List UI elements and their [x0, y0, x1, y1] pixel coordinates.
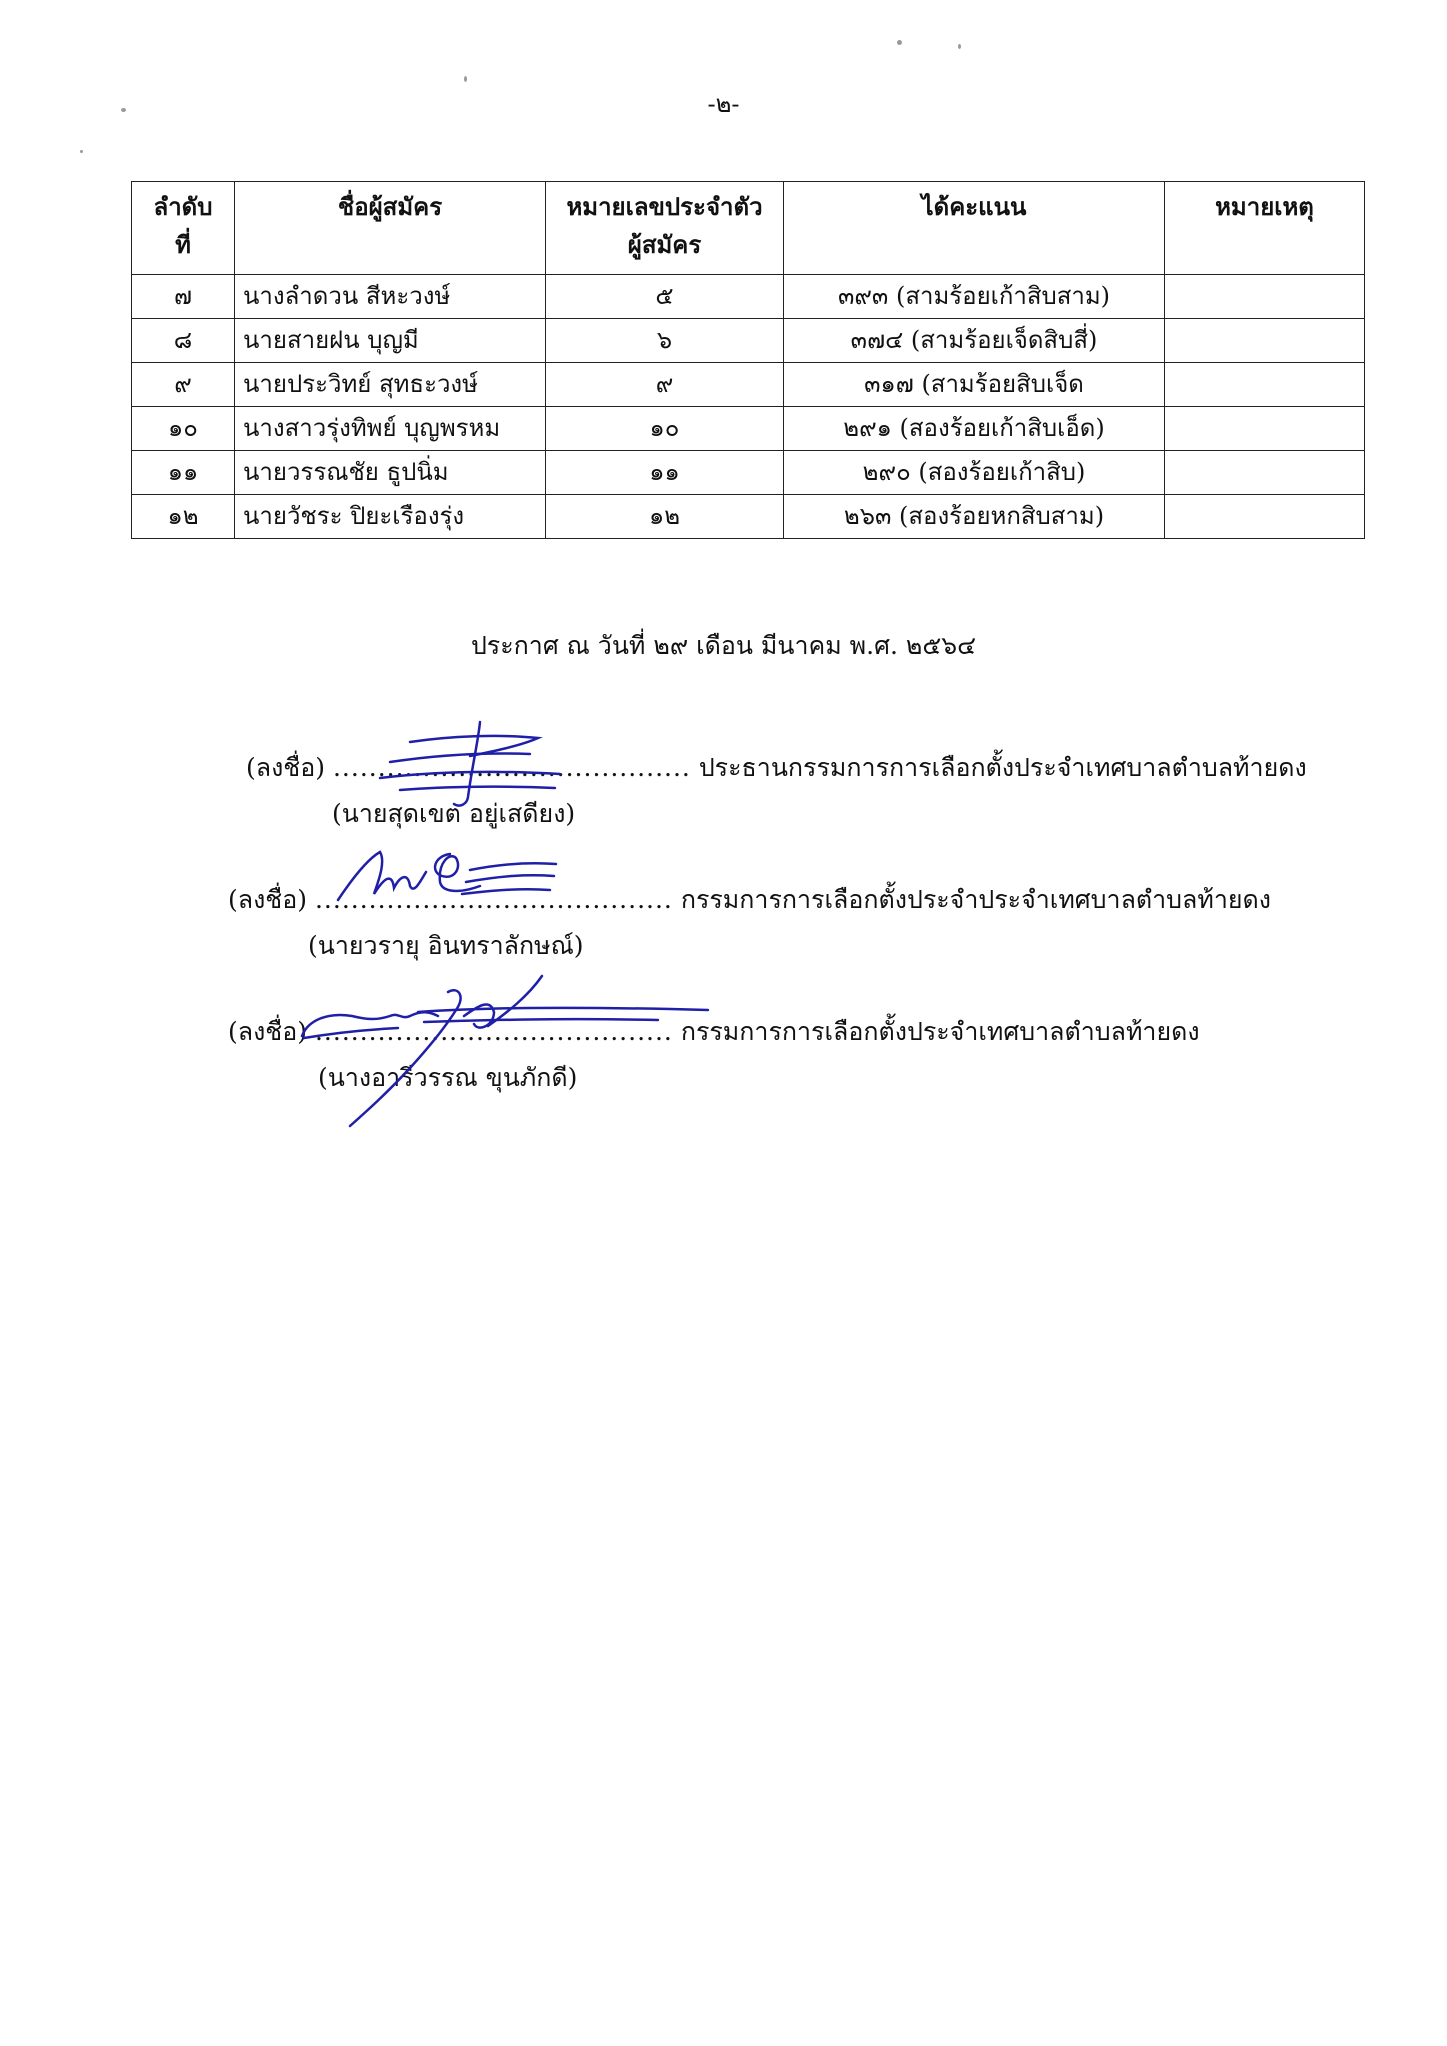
sign-prefix: (ลงชื่อ)	[228, 1017, 308, 1046]
page-number: -๒-	[707, 90, 740, 118]
signer-role: กรรมการการเลือกตั้งประจำประจำเทศบาลตำบลท้ายดง	[680, 885, 1271, 914]
table-row	[132, 275, 1365, 319]
sign-dots: ........................................	[314, 885, 673, 914]
cell-note	[1165, 407, 1365, 451]
cell-number: ๑๒	[546, 495, 784, 539]
header-number: หมายเลขประจำตัว ผู้สมัคร	[546, 182, 784, 275]
cell-score: ๓๑๗ (สามร้อยสิบเจ็ด	[784, 363, 1165, 407]
cell-name: นายวัชระ ปิยะเรืองรุ่ง	[235, 495, 546, 539]
cell-order: ๑๒	[132, 495, 235, 539]
signer-name-chairman: (นายสุดเขต อยู่เสดียง)	[332, 799, 576, 828]
sign-prefix: (ลงชื่อ)	[246, 753, 326, 782]
scan-speck	[897, 40, 902, 45]
handwritten-signature-2	[330, 842, 560, 912]
cell-order: ๘	[132, 319, 235, 363]
signer-role: ประธานกรรมการการเลือกตั้งประจำเทศบาลตำบลท้ายดง	[698, 753, 1307, 782]
scan-speck	[958, 44, 961, 49]
signer-name-member-1: (นายวรายุ อินทราลักษณ์)	[308, 931, 584, 960]
sign-dots: ........................................	[314, 1017, 673, 1046]
cell-score: ๒๖๓ (สองร้อยหกสิบสาม)	[784, 495, 1165, 539]
cell-score: ๓๙๓ (สามร้อยเก้าสิบสาม)	[784, 275, 1165, 319]
cell-number: ๖	[546, 319, 784, 363]
results-table	[131, 181, 1365, 539]
sign-prefix: (ลงชื่อ)	[228, 885, 308, 914]
cell-order: ๗	[132, 275, 235, 319]
cell-number: ๑๑	[546, 451, 784, 495]
announcement-date: ประกาศ ณ วันที่ ๒๙ เดือน มีนาคม พ.ศ. ๒๕๖๔	[470, 631, 977, 660]
table-header-row	[132, 182, 1365, 275]
cell-note	[1165, 275, 1365, 319]
cell-order: ๑๐	[132, 407, 235, 451]
cell-score: ๓๗๔ (สามร้อยเจ็ดสิบสี่)	[784, 319, 1165, 363]
table-row	[132, 407, 1365, 451]
table-row	[132, 451, 1365, 495]
cell-number: ๑๐	[546, 407, 784, 451]
cell-score: ๒๙๐ (สองร้อยเก้าสิบ)	[784, 451, 1165, 495]
cell-order: ๙	[132, 363, 235, 407]
header-order: ลำดับ ที่	[132, 182, 235, 275]
cell-number: ๕	[546, 275, 784, 319]
handwritten-signature-3	[298, 976, 718, 1136]
table-row	[132, 495, 1365, 539]
cell-number: ๙	[546, 363, 784, 407]
cell-score: ๒๙๑ (สองร้อยเก้าสิบเอ็ด)	[784, 407, 1165, 451]
table-row	[132, 363, 1365, 407]
signer-role: กรรมการการเลือกตั้งประจำเทศบาลตำบลท้ายดง	[680, 1017, 1200, 1046]
cell-note	[1165, 495, 1365, 539]
cell-name: นายประวิทย์ สุทธะวงษ์	[235, 363, 546, 407]
header-name: ชื่อผู้สมัคร	[235, 182, 546, 275]
table-row	[132, 319, 1365, 363]
cell-name: นายสายฝน บุญมี	[235, 319, 546, 363]
sign-dots: ........................................	[332, 753, 691, 782]
cell-name: นายวรรณชัย ธูปนิ่ม	[235, 451, 546, 495]
header-score: ได้คะแนน	[784, 182, 1165, 275]
cell-note	[1165, 363, 1365, 407]
cell-note	[1165, 451, 1365, 495]
scan-speck	[80, 150, 83, 153]
handwritten-signature-1	[370, 712, 560, 812]
cell-name: นางสาวรุ่งทิพย์ บุญพรหม	[235, 407, 546, 451]
scan-speck	[464, 76, 467, 82]
cell-note	[1165, 319, 1365, 363]
cell-order: ๑๑	[132, 451, 235, 495]
header-note: หมายเหตุ	[1165, 182, 1365, 275]
signer-name-member-2: (นางอารีวรรณ ขุนภักดี)	[318, 1063, 578, 1092]
cell-name: นางลำดวน สีหะวงษ์	[235, 275, 546, 319]
